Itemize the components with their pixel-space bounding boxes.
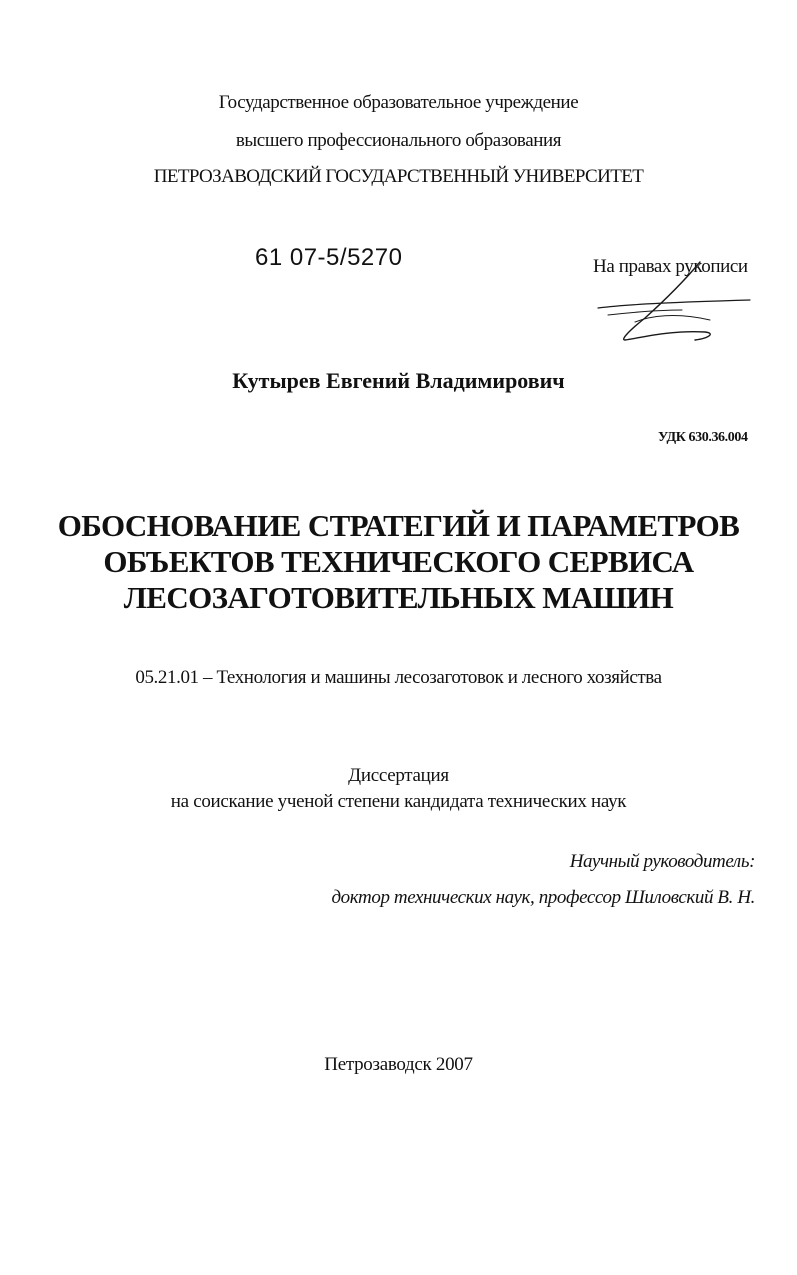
archive-number-stamp: 61 07-5/5270 (255, 244, 403, 271)
university-name: ПЕТРОЗАВОДСКИЙ ГОСУДАРСТВЕННЫЙ УНИВЕРСИТЕТ (153, 166, 644, 187)
signature-mark (590, 260, 770, 350)
specialty-code: 05.21.01 – Технология и машины лесозаготовок и лесного хозяйства (135, 667, 662, 688)
author-name: Кутырев Евгений Владимирович (232, 368, 565, 393)
place-and-year: Петрозаводск 2007 (324, 1054, 473, 1075)
supervisor-name: доктор технических наук, профессор Шиловский В. Н. (331, 887, 755, 908)
title-line-3: ЛЕСОЗАГОТОВИТЕЛЬНЫХ МАШИН (123, 580, 674, 615)
title-line-1: ОБОСНОВАНИЕ СТРАТЕГИЙ И ПАРАМЕТРОВ (57, 508, 740, 543)
udk-code: УДК 630.36.004 (658, 430, 748, 445)
institution-line-1: Государственное образовательное учреждение (218, 92, 579, 113)
degree-sought: на соискание ученой степени кандидата технических наук (170, 791, 627, 812)
title-line-2: ОБЪЕКТОВ ТЕХНИЧЕСКОГО СЕРВИСА (103, 544, 694, 579)
rights-note: На правах рукописи (593, 256, 748, 277)
institution-line-2: высшего профессионального образования (235, 130, 562, 151)
dissertation-type: Диссертация (348, 765, 449, 786)
supervisor-label: Научный руководитель: (569, 851, 755, 872)
